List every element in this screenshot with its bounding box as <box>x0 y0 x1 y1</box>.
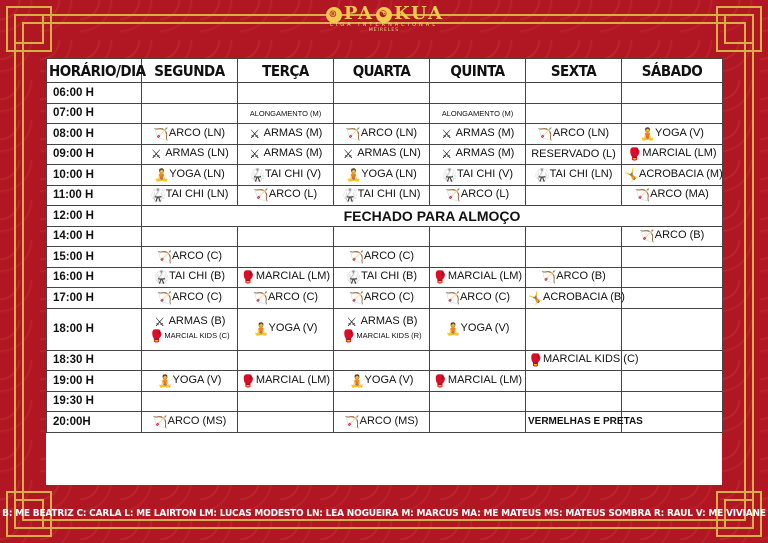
class-cell-friday <box>526 83 622 104</box>
class-cell-saturday <box>622 371 723 392</box>
time-cell: 07:00 H <box>47 103 142 124</box>
martial-kids-icon: 🥊 <box>341 329 357 343</box>
class-cell-thursday <box>430 185 526 206</box>
class-label: ARCO (C) <box>363 290 415 303</box>
class-cell-thursday <box>430 226 526 247</box>
bow-archer-icon: 🏹 <box>444 290 460 305</box>
class-label: ARCO (LN) <box>552 126 610 139</box>
class-label: MARCIAL KIDS (C) <box>543 353 639 366</box>
class-cell-wednesday <box>334 267 430 288</box>
class-cell-thursday <box>430 267 526 288</box>
acrobatics-icon: 🤸 <box>528 290 543 305</box>
class-label: MARCIAL (LM) <box>447 270 523 283</box>
time-cell: 20:00H <box>47 412 142 433</box>
weapon-staff-icon: ⚔ <box>441 147 453 162</box>
time-cell: 19:00 H <box>47 371 142 392</box>
class-cell-saturday <box>622 124 723 145</box>
class-label: ARCO (C) <box>171 290 223 303</box>
class-label: ARCO (MA) <box>650 188 709 201</box>
header-monday: SEGUNDA <box>142 59 238 83</box>
class-label: ARCO (B) <box>556 270 606 283</box>
class-cell-saturday <box>622 267 723 288</box>
class-cell-monday <box>142 124 238 145</box>
class-cell-wednesday <box>334 350 430 371</box>
class-cell-wednesday <box>334 124 430 145</box>
time-cell: 18:30 H <box>47 350 142 371</box>
class-label: YOGA (LN) <box>169 167 225 180</box>
bow-archer-icon: 🏹 <box>537 126 553 141</box>
pakua-logo <box>0 3 768 33</box>
class-cell-monday <box>142 350 238 371</box>
logo-subtitle: LIGA INTERNACIONAL <box>330 22 438 28</box>
class-cell-friday <box>526 391 622 412</box>
class-cell-tuesday <box>238 165 334 186</box>
class-cell-friday <box>526 371 622 392</box>
class-label: ARMAS (B) <box>168 315 226 327</box>
class-label: ARMAS (M) <box>263 126 323 139</box>
class-cell-wednesday <box>334 144 430 165</box>
class-label: ALONGAMENTO (M) <box>441 108 514 118</box>
bow-archer-icon: 🏹 <box>253 188 269 203</box>
bow-archer-icon: 🏹 <box>252 290 268 305</box>
time-cell: 18:00 H <box>47 308 142 350</box>
class-label: TAI CHI (B) <box>360 270 417 283</box>
time-cell: 06:00 H <box>47 83 142 104</box>
lunch-closed-notice: FECHADO PARA ALMOÇO <box>142 206 723 227</box>
bow-archer-icon: 🏹 <box>153 126 169 141</box>
weapon-staff-icon: ⚔ <box>154 315 165 329</box>
bow-archer-icon: 🏹 <box>639 229 655 244</box>
class-cell-saturday <box>622 83 723 104</box>
class-label: ARMAS (LN) <box>357 147 421 160</box>
class-cell-thursday <box>430 247 526 268</box>
class-cell-saturday <box>622 103 723 124</box>
weapon-staff-icon: ⚔ <box>249 147 261 162</box>
teacher-legend: B: ME BEATRIZ C: CARLA L: ME LAIRTON LM: LUCAS MODESTO LN: LEA NOGUEIRA M: MARCUS MA: ME MATEUS MS: MATEUS SOMBRA R: RAUL V: ME VIVIANE <box>2 508 766 519</box>
bow-archer-icon: 🏹 <box>345 126 361 141</box>
class-cell-monday <box>142 83 238 104</box>
class-cell-thursday <box>430 308 526 350</box>
class-cell-thursday <box>430 165 526 186</box>
class-cell-saturday <box>622 185 723 206</box>
class-label: MARCIAL KIDS (R) <box>356 331 422 340</box>
yoga-meditation-icon: 🧘 <box>154 167 170 182</box>
schedule-table <box>46 58 723 433</box>
weapon-staff-icon: ⚔ <box>249 126 261 141</box>
class-cell-tuesday <box>238 350 334 371</box>
class-label: TAI CHI (LN) <box>357 188 421 201</box>
class-label: YOGA (V) <box>172 373 222 386</box>
class-cell-saturday <box>622 144 723 165</box>
acrobatics-icon: 🤸 <box>624 167 639 182</box>
weapon-staff-icon: ⚔ <box>346 315 357 329</box>
class-label: YOGA (V) <box>364 373 414 386</box>
class-label: YOGA (V) <box>268 322 318 334</box>
schedule-row <box>47 288 723 309</box>
class-cell-friday <box>526 247 622 268</box>
class-cell-thursday <box>430 144 526 165</box>
class-cell-monday <box>142 247 238 268</box>
yoga-meditation-icon: 🧘 <box>157 373 173 388</box>
class-cell-saturday <box>622 165 723 186</box>
class-cell-saturday <box>622 288 723 309</box>
class-label: ALONGAMENTO (M) <box>249 108 322 118</box>
logo-city: MEIRELES <box>368 28 400 33</box>
schedule-row <box>47 103 723 124</box>
time-cell: 11:00 H <box>47 185 142 206</box>
time-cell: 15:00 H <box>47 247 142 268</box>
class-cell-monday <box>142 226 238 247</box>
class-cell-friday <box>526 288 625 309</box>
bow-archer-icon: 🏹 <box>635 188 651 203</box>
class-cell-tuesday <box>238 185 334 206</box>
header-saturday: SÁBADO <box>622 59 723 83</box>
class-label: TAI CHI (B) <box>168 270 225 283</box>
schedule-row <box>47 83 723 104</box>
class-label: ACROBACIA (B) <box>543 290 625 303</box>
header-tuesday: TERÇA <box>238 59 334 83</box>
class-cell-wednesday <box>334 185 430 206</box>
time-cell: 09:00 H <box>47 144 142 165</box>
class-cell-monday <box>142 391 238 412</box>
class-cell-saturday <box>622 247 723 268</box>
weapon-staff-icon: ⚔ <box>342 147 354 162</box>
class-cell-monday <box>142 288 238 309</box>
class-cell-monday <box>142 267 238 288</box>
time-cell: 19:30 H <box>47 391 142 412</box>
class-cell-saturday <box>622 308 723 350</box>
schedule-row <box>47 124 723 145</box>
class-cell-tuesday <box>238 371 334 392</box>
tai-chi-icon: 🥋 <box>150 188 166 203</box>
martial-arts-icon: 🥊 <box>432 270 448 285</box>
class-label: ARCO (MS) <box>167 414 227 427</box>
class-label: ARCO (LN) <box>360 126 418 139</box>
class-label: ARCO (L) <box>268 188 318 201</box>
logo-text-left: PA <box>343 3 375 24</box>
time-cell: 10:00 H <box>47 165 142 186</box>
header-wednesday: QUARTA <box>334 59 430 83</box>
class-cell-friday <box>526 308 622 350</box>
yoga-meditation-icon: 🧘 <box>346 167 362 182</box>
class-cell-wednesday <box>334 103 430 124</box>
bow-archer-icon: 🏹 <box>445 188 461 203</box>
class-label: MARCIAL KIDS (C) <box>164 331 230 340</box>
class-label: TAI CHI (LN) <box>165 188 229 201</box>
class-cell-wednesday <box>334 247 430 268</box>
bow-archer-icon: 🏹 <box>348 249 364 264</box>
class-label: ARCO (C) <box>171 249 223 262</box>
tai-chi-icon: 🥋 <box>249 167 265 182</box>
class-cell-wednesday <box>334 165 430 186</box>
class-cell-friday <box>526 185 622 206</box>
class-label: ARCO (MS) <box>359 414 419 427</box>
martial-kids-icon: 🥊 <box>528 353 543 368</box>
class-cell-friday <box>526 267 622 288</box>
bow-archer-icon: 🏹 <box>152 414 168 429</box>
class-label: ARCO (C) <box>363 249 415 262</box>
class-cell-tuesday <box>238 247 334 268</box>
class-cell-thursday <box>430 391 526 412</box>
class-cell-thursday <box>430 103 526 124</box>
class-label: ARCO (B) <box>654 229 705 242</box>
schedule-row <box>47 206 723 227</box>
class-cell-tuesday <box>238 412 334 433</box>
schedule-row <box>47 371 723 392</box>
class-label: MARCIAL (LM) <box>255 270 331 283</box>
class-label: MARCIAL (LM) <box>447 373 523 386</box>
schedule-sheet <box>46 58 722 485</box>
class-cell-tuesday <box>238 308 334 350</box>
schedule-row <box>47 391 723 412</box>
yoga-meditation-icon: 🧘 <box>640 126 655 141</box>
class-cell-monday <box>142 144 238 165</box>
class-cell-saturday <box>622 226 723 247</box>
class-cell-friday <box>526 144 622 165</box>
yoga-meditation-icon: 🧘 <box>253 322 269 336</box>
time-cell: 16:00 H <box>47 267 142 288</box>
class-cell-monday <box>142 185 238 206</box>
class-label: ARMAS (LN) <box>165 147 229 160</box>
class-cell-wednesday <box>334 391 430 412</box>
class-cell-monday <box>142 165 238 186</box>
class-cell-tuesday <box>238 144 334 165</box>
class-label: ARCO (L) <box>460 188 510 201</box>
class-label: ARMAS (B) <box>360 315 418 327</box>
class-cell-tuesday <box>238 391 334 412</box>
class-cell-tuesday <box>238 103 334 124</box>
martial-arts-icon: 🥊 <box>627 147 643 162</box>
header-time: HORÁRIO/DIA <box>47 59 142 83</box>
schedule-row <box>47 308 723 350</box>
schedule-row <box>47 226 723 247</box>
bow-archer-icon: 🏹 <box>156 290 172 305</box>
bow-archer-icon: 🏹 <box>348 290 364 305</box>
class-label: VERMELHAS E PRETAS <box>528 416 643 428</box>
class-cell-friday <box>526 412 643 433</box>
class-cell-thursday <box>430 350 526 371</box>
bow-archer-icon: 🏹 <box>344 414 360 429</box>
header-friday: SEXTA <box>526 59 622 83</box>
header-row <box>47 59 723 83</box>
class-label: MARCIAL (LM) <box>642 147 717 160</box>
class-label: YOGA (V) <box>655 126 704 139</box>
schedule-row <box>47 267 723 288</box>
class-cell-wednesday <box>334 83 430 104</box>
class-label: ACROBACIA (M) <box>639 167 723 180</box>
time-cell: 08:00 H <box>47 124 142 145</box>
time-cell: 17:00 H <box>47 288 142 309</box>
class-cell-thursday <box>430 412 526 433</box>
martial-arts-icon: 🥊 <box>432 373 448 388</box>
class-cell-monday <box>142 308 238 350</box>
class-cell-monday <box>142 412 238 433</box>
class-label: TAI CHI (LN) <box>549 167 613 180</box>
class-label: MARCIAL (LM) <box>255 373 331 386</box>
schedule-row <box>47 165 723 186</box>
class-cell-thursday <box>430 371 526 392</box>
class-cell-thursday <box>430 288 526 309</box>
class-cell-friday <box>526 350 639 371</box>
class-label: YOGA (V) <box>460 322 510 334</box>
class-label: TAI CHI (V) <box>456 167 513 180</box>
class-cell-wednesday <box>334 371 430 392</box>
class-cell-friday <box>526 124 622 145</box>
class-cell-wednesday <box>334 412 430 433</box>
schedule-row <box>47 144 723 165</box>
tai-chi-icon: 🥋 <box>342 188 358 203</box>
bow-archer-icon: 🏹 <box>541 270 557 285</box>
yoga-meditation-icon: 🧘 <box>445 322 461 336</box>
time-cell: 14:00 H <box>47 226 142 247</box>
class-label: TAI CHI (V) <box>264 167 321 180</box>
yoga-meditation-icon: 🧘 <box>349 373 365 388</box>
class-label: RESERVADO (L) <box>531 148 616 161</box>
header-thursday: QUINTA <box>430 59 526 83</box>
registered-badge: ® <box>326 7 342 23</box>
class-cell-monday <box>142 103 238 124</box>
schedule-row <box>47 185 723 206</box>
tai-chi-icon: 🥋 <box>345 270 361 285</box>
weapon-staff-icon: ⚔ <box>441 126 453 141</box>
class-label: ARCO (LN) <box>168 126 226 139</box>
time-cell: 12:00 H <box>47 206 142 227</box>
class-cell-thursday <box>430 124 526 145</box>
class-cell-tuesday <box>238 288 334 309</box>
schedule-row <box>47 247 723 268</box>
class-label: ARMAS (M) <box>455 126 515 139</box>
class-label: ARMAS (M) <box>455 147 515 160</box>
class-cell-friday <box>526 165 622 186</box>
class-cell-tuesday <box>238 124 334 145</box>
tai-chi-icon: 🥋 <box>534 167 550 182</box>
weapon-staff-icon: ⚔ <box>150 147 162 162</box>
class-cell-monday <box>142 371 238 392</box>
class-cell-tuesday <box>238 83 334 104</box>
class-cell-wednesday <box>334 288 430 309</box>
class-label: ARCO (C) <box>459 290 511 303</box>
yin-yang-icon: ☯ <box>376 7 392 23</box>
class-label: ARCO (C) <box>267 290 319 303</box>
tai-chi-icon: 🥋 <box>441 167 457 182</box>
class-cell-thursday <box>430 83 526 104</box>
class-cell-wednesday <box>334 308 430 350</box>
martial-kids-icon: 🥊 <box>149 329 165 343</box>
class-cell-friday <box>526 226 622 247</box>
class-label: ARMAS (M) <box>263 147 323 160</box>
martial-arts-icon: 🥊 <box>240 373 256 388</box>
class-cell-tuesday <box>238 226 334 247</box>
logo-text-right: KUA <box>394 3 445 24</box>
bow-archer-icon: 🏹 <box>156 249 172 264</box>
class-cell-friday <box>526 103 622 124</box>
class-label: YOGA (LN) <box>361 167 417 180</box>
schedule-row <box>47 412 723 433</box>
class-cell-saturday <box>622 391 723 412</box>
schedule-row <box>47 350 723 371</box>
class-cell-wednesday <box>334 226 430 247</box>
class-cell-tuesday <box>238 267 334 288</box>
tai-chi-icon: 🥋 <box>153 270 169 285</box>
martial-arts-icon: 🥊 <box>240 270 256 285</box>
